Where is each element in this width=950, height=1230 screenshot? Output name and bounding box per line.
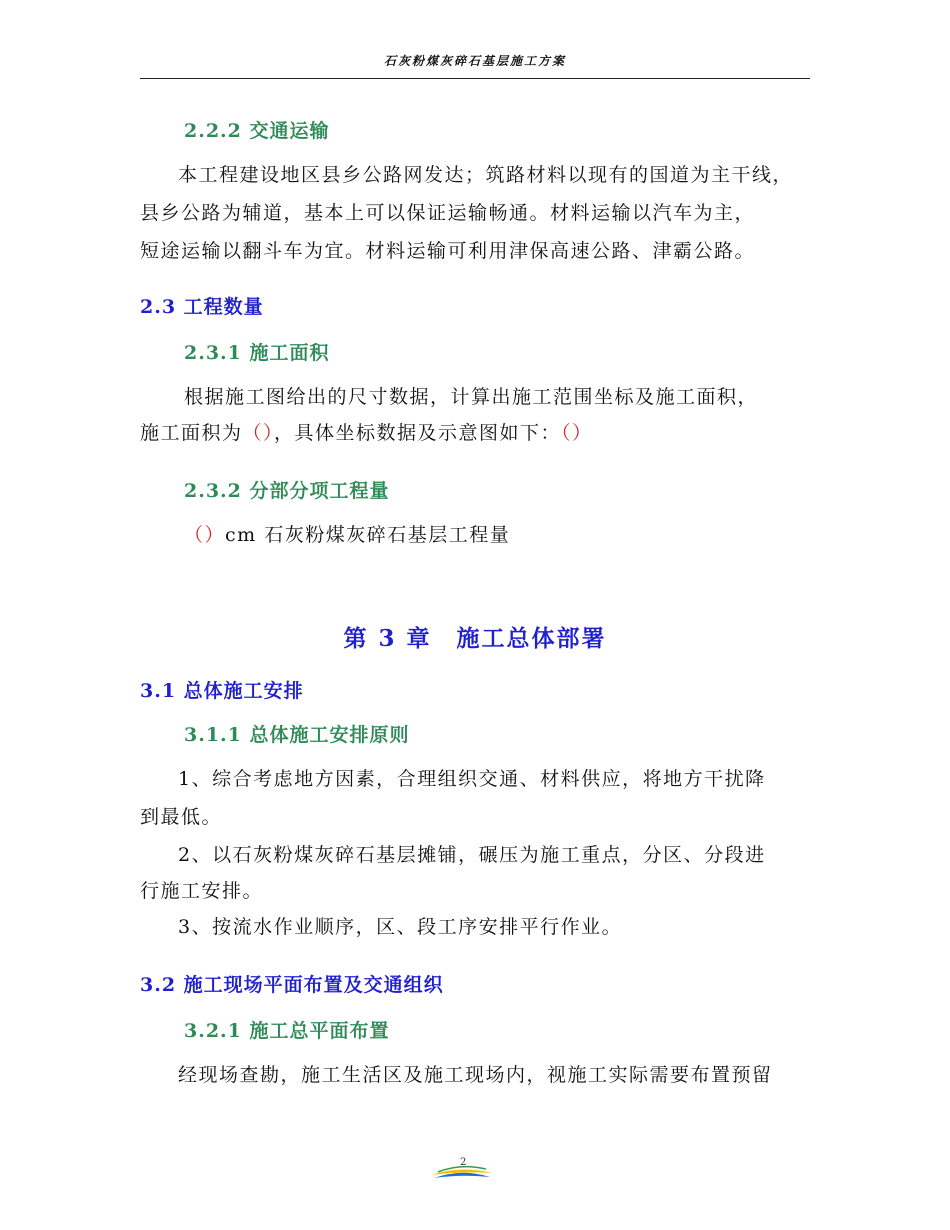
heading-3-1-1: 3.1.1 总体施工安排原则 <box>184 724 410 746</box>
heading-3-2: 3.2 施工现场平面布置及交通组织 <box>140 974 444 996</box>
heading-3-1: 3.1 总体施工安排 <box>140 680 304 702</box>
running-header: 石灰粉煤灰碎石基层施工方案 <box>383 54 566 68</box>
heading-2-2-2: 2.2.2 交通运输 <box>184 120 330 142</box>
footer-road-logo <box>430 1153 494 1183</box>
list-item: 2、以石灰粉煤灰碎石基层摊铺，碾压为施工重点，分区、分段进 <box>178 844 766 866</box>
list-item: 1、综合考虑地方因素，合理组织交通、材料供应，将地方干扰降 <box>178 768 766 790</box>
heading-2-3: 2.3 工程数量 <box>140 296 264 318</box>
paragraph-line: 县乡公路为辅道，基本上可以保证运输畅通。材料运输以汽车为主， <box>140 202 756 224</box>
paragraph-line: 根据施工图给出的尺寸数据，计算出施工范围坐标及施工面积， <box>184 386 759 408</box>
heading-2-3-2: 2.3.2 分部分项工程量 <box>184 480 390 502</box>
paragraph-text: ，具体坐标数据及示意图如下： <box>274 422 562 444</box>
paragraph-line-with-placeholders <box>140 418 593 445</box>
paragraph-line-with-placeholder <box>184 520 510 547</box>
list-item: 3、按流水作业顺序，区、段工序安排平行作业。 <box>178 916 623 938</box>
chapter-title: 第 3 章 施工总体部署 <box>343 625 607 652</box>
placeholder-paren: （） <box>561 422 593 444</box>
paragraph-line: 短途运输以翻斗车为宜。材料运输可利用津保高速公路、津霸公路。 <box>140 240 756 262</box>
road-swoosh-icon <box>430 1153 494 1183</box>
paragraph-line: 本工程建设地区县乡公路网发达；筑路材料以现有的国道为主干线， <box>178 164 794 186</box>
header-rule <box>140 78 810 79</box>
page-number: 2 <box>460 1157 467 1168</box>
list-item-continuation: 行施工安排。 <box>140 880 264 902</box>
paragraph-text: 施工面积为 <box>140 422 243 444</box>
heading-2-3-1: 2.3.1 施工面积 <box>184 342 330 364</box>
placeholder-paren: （） <box>242 422 275 444</box>
list-item-continuation: 到最低。 <box>140 806 223 828</box>
placeholder-paren: （） <box>184 524 226 546</box>
paragraph-text: cm 石灰粉煤灰碎石基层工程量 <box>225 524 511 546</box>
heading-3-2-1: 3.2.1 施工总平面布置 <box>184 1020 390 1042</box>
paragraph-line: 经现场查勘，施工生活区及施工现场内，视施工实际需要布置预留 <box>178 1064 773 1086</box>
